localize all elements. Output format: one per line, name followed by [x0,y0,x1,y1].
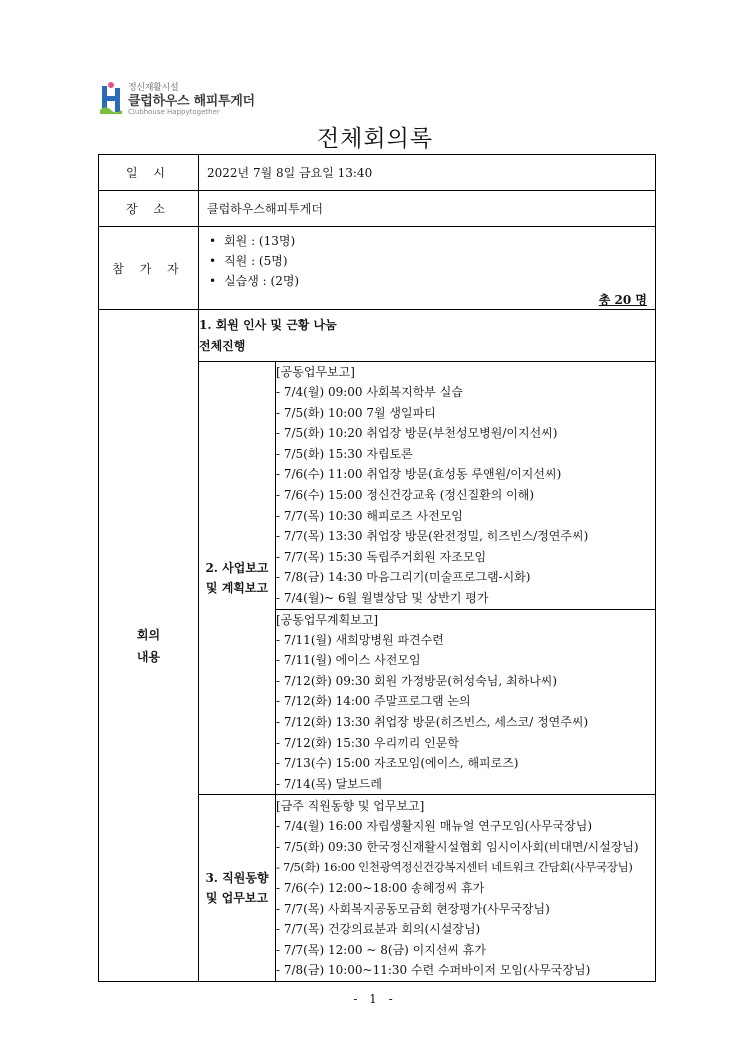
section3-title: [금주 직원동향 및 업무보고] [276,799,425,814]
attendee-item: • 직원 : (5명) [209,251,655,271]
list-item: - 7/14(목) 달보드레 [276,776,382,791]
list-item: - 7/5(화) 10:20 취업장 방문(부천성모병원/이지선씨) [276,426,558,441]
section2-report-block [276,362,656,610]
list-item: - 7/13(수) 15:00 자조모임(에이스, 해피로즈) [276,756,519,771]
list-item: - 7/4(월) 09:00 사회복지학부 실습 [276,385,463,399]
list-item: - 7/7(목) 13:30 취업장 방문(완전정밀, 히즈빈스/정연주씨) [276,529,589,544]
list-item: - 7/6(수) 15:00 정신건강교육 (정신질환의 이해) [276,487,535,502]
list-item: - 7/5(화) 10:00 7월 생일파티 [276,405,436,420]
list-item: - 7/7(목) 사회복지공동모금회 현장평가(사무국장님) [276,901,550,916]
logo-english-name: Clubhouse Happytogether [128,108,220,116]
list-item: - 7/5(화) 16:00 인천광역정신건강복지센터 네트워크 간담회(사무국장님) [276,860,633,875]
section2-report-title: [공동업무보고] [276,365,355,379]
list-item: - 7/8(금) 10:00~11:30 수련 수퍼바이저 모임(사무국장님) [276,963,591,978]
date-row [99,155,656,191]
section2-plan-block [276,609,656,795]
attendees-list [199,227,655,291]
section2-label-line: 2. 사업보고 [205,561,269,576]
list-item: - 7/6(수) 12:00~18:00 송혜정씨 휴가 [276,881,485,896]
list-item: - 7/4(월)~ 6월 월별상담 및 상반기 평가 [276,590,489,605]
section2-plan-title: [공동업무계획보고] [276,612,379,627]
logo-subtitle: 정신재활시설 [128,83,179,93]
list-item: - 7/7(목) 건강의료분과 회의(시설장님) [276,922,481,937]
content-label [99,310,199,982]
date-value: 2022년 7월 8일 금요일 13:40 [199,155,656,191]
list-item: - 7/11(월) 새희망병원 파견수련 [276,632,444,647]
list-item: - 7/12(화) 13:30 취업장 방문(히즈빈스, 세스코/ 정연주씨) [276,714,589,729]
list-item: - 7/5(화) 09:30 한국정신재활시설협회 임시이사회(비대면/시설장님) [276,839,639,854]
date-label: 일 시 [99,155,199,191]
section2-label [199,362,276,795]
place-row [99,191,656,227]
attendee-item: • 회원 : (13명) [209,231,655,251]
logo [98,80,268,120]
minutes-table [98,154,656,982]
list-item: - 7/7(목) 12:00 ~ 8(금) 이지선씨 휴가 [276,942,486,957]
attendees-total: 총 20 명 [598,293,648,307]
section3-label-line: 및 업무보고 [205,891,269,906]
list-item: - 7/11(월) 에이스 사전모임 [276,653,421,668]
logo-name: 클럽하우스 해피투게더 [128,94,255,109]
attendees-label: 참 가 자 [99,227,199,310]
content-label-line: 내용 [136,649,161,664]
list-item: - 7/12(화) 09:30 회원 가정방문(허성숙님, 최하나씨) [276,673,558,688]
section3-label-line: 3. 직원동향 [205,871,269,886]
list-item: - 7/12(화) 15:30 우리끼리 인문학 [276,735,459,750]
section1-row [99,310,656,362]
attendees-cell [199,227,656,310]
list-item: - 7/7(목) 10:30 해피로즈 사전모임 [276,508,463,523]
section1-subtitle: 전체진행 [199,338,246,353]
list-item: - 7/12(화) 14:00 주말프로그램 논의 [276,694,471,709]
place-value: 클럽하우스해피투게더 [199,191,656,227]
place-label: 장 소 [99,191,199,227]
section1-title: 1. 회원 인사 및 근황 나눔 [199,317,337,332]
list-item: - 7/7(목) 15:30 독립주거회원 자조모임 [276,549,487,564]
page-number: - 1 - [353,992,397,1006]
section2-label-line: 및 계획보고 [205,581,269,596]
section3-block [276,795,656,982]
section3-label [199,795,276,982]
list-item: - 7/8(금) 14:30 마음그리기(미술프로그램-시화) [276,570,531,585]
content-label-line: 회의 [136,627,161,642]
attendee-item: • 실습생 : (2명) [209,271,655,291]
list-item: - 7/6(수) 11:00 취업장 방문(효성동 루앤원/이지선씨) [276,467,562,482]
section1-heading [199,310,656,362]
list-item: - 7/5(화) 15:30 자립토론 [276,446,413,461]
clubhouse-logo-icon [98,80,124,116]
list-item: - 7/4(월) 16:00 자립생활지원 매뉴얼 연구모임(사무국장님) [276,819,592,834]
attendees-row [99,227,656,310]
page-title: 전체회의록 [316,126,434,152]
